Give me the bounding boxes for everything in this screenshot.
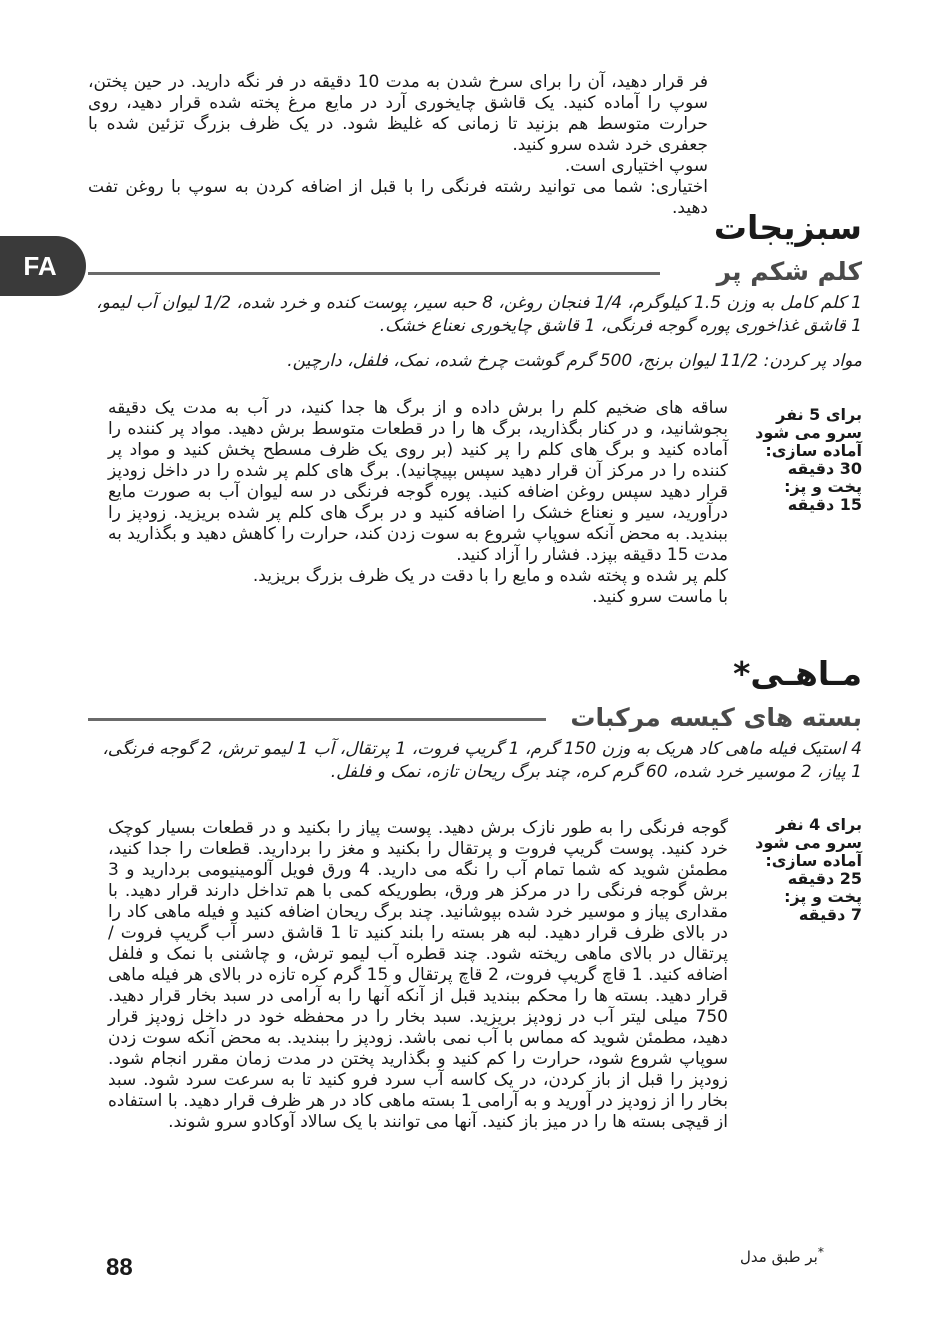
language-tab-label: FA <box>23 250 57 281</box>
recipe-title-citrus-parcels: بسته های کیسه مرکبات <box>570 703 862 732</box>
recipe-title-stuffed-cabbage: کلم شکم پر <box>716 257 862 286</box>
recipe-divider <box>88 718 546 721</box>
ingredients-main: 1 کلم کامل به وزن 1.5 کیلوگرم، 1/4 فنجان روغن، 8 حبه سیر، پوست کنده و خرد شده، 1/2 لیوان آب لیمو، 1 قاشق غذاخوری پوره گوجه فرنگی، 1 قاشق چایخوری نعناع خشک. <box>96 293 862 336</box>
ingredients-filling: مواد پر کردن: 11/2 لیوان برنج، 500 گرم گوشت چرخ شده، نمک، فلفل، دارچین. <box>287 351 862 371</box>
section-title-vegetables: سبزیجات <box>713 208 862 247</box>
ingredients-stuffed-cabbage <box>88 292 862 373</box>
footnote-text: بر طبق مدل <box>740 1248 818 1266</box>
method-citrus-parcels: گوجه فرنگی را به طور نازک برش دهید. پوست پیاز را بکنید و در قطعات بسیار کوچک خرد کنید. پوست گریپ فروت و پرتقال را بکنید و مغز را بردارید. قطعات را جدا کنید، مطمئن شوید که شما تمام آب را نگه می دارید. 4 ورق فویل آلومینیومی بردارید و 3 برش گوجه فرنگی را در مرکز هر ورق، بطوریکه کمی با هم تداخل دارند قرار دهید. با مقداری پیاز و موسیر خرد شده بپوشانید. چند برگ ریحان اضافه کنید و فیله ماهی کاد را در بالای ظرف قرار دهید. لبه هر بسته را بلند کنید تا 1 قاشق دسر آب گریپ فروت / پرتقال در بالای ماهی ریخته شود. چند قطره آب لیمو ترش، و چاشنی با نمک و فلفل اضافه کنید. 1 قاچ گریپ فروت، 2 قاچ پرتقال و 15 گرم کره تازه در بالای هر فیله ماهی قرار دهید. بسته ها را محکم ببندید قبل از آنکه آنها را به آرامی در سبد بخار قرار دهید. 750 میلی لیتر آب در زودپز بریزید. سبد بخار را در محفظه خود در داخل زودپز قرار دهید، مطمئن شوید که مماس با آب نمی باشد. زودپز را ببندید. به محض آنکه سوت زدن سوپاپ شروع شود، حرارت را کم کنید و بگذارید پختن در مدت زمان مقرر انجام شود. زودپز را قبل از باز کردن، در یک کاسه آب سرد فرو کنید تا به سرعت سرد شود. سبد بخار را از زودپز در آورید و به آرامی 1 بسته ماهی کاد در هر ظرف قرار دهید. با استفاده از قیچی بسته ها را در میز باز کنید. آنها می توانند با یک سالاد آوکادو سرو شوند. <box>108 818 729 1132</box>
recipe-info-cabbage <box>744 406 862 514</box>
cook-label: پخت و پز: <box>784 887 862 906</box>
intro-optional: اختیاری: شما می توانید رشته فرنگی را با قبل از اضافه کردن به سوپ با روغن تفت دهید. <box>88 177 708 218</box>
method-stuffed-cabbage <box>108 398 728 608</box>
cook-value: 7 دقیقه <box>798 905 862 924</box>
language-tab <box>0 236 86 296</box>
method-step-2: کلم پر شده و پخته شده و مایع را با دقت در یک ظرف بزرگ بریزید. <box>252 566 728 586</box>
prep-value: 30 دقیقه <box>787 459 862 478</box>
serves: برای 5 نفر <box>776 405 862 424</box>
cook-value: 15 دقیقه <box>787 495 862 514</box>
ingredients-citrus-parcels: 4 استیک فیله ماهی کاد هریک به وزن 150 گرم، 1 گریپ فروت، 1 پرتقال، آب 1 لیمو ترش، 2 گوجه فرنگی، 1 پیاز، 2 موسیر خرد شده، 60 گرم کره، چند برگ ریحان تازه، نمک و فلفل. <box>102 739 862 782</box>
prep-label: آماده سازی: <box>765 851 862 870</box>
recipe-info-fish <box>744 816 862 924</box>
intro-note: سوپ اختیاری است. <box>564 156 708 176</box>
prep-label: آماده سازی: <box>765 441 862 460</box>
serves-2: سرو می شود <box>755 423 862 442</box>
recipe-divider <box>88 272 660 275</box>
footnote-mark: * <box>817 1244 825 1259</box>
footnote <box>740 1244 824 1266</box>
prep-value: 25 دقیقه <box>787 869 862 888</box>
cook-label: پخت و پز: <box>784 477 862 496</box>
method-step-1: ساقه های ضخیم کلم را برش داده و از برگ ها جدا کنید، در آب به مدت یک دقیقه بجوشانید، و در کنار بگذارید، برگ ها را در قطعات متوسط برش دهید. مواد پر کننده را آماده کنید و برگ های کلم را پر کنید (بر روی یک ظرف مسطح پخش کنید و مواد پر کننده را در مرکز آن قرار دهید سپس بپیچانید). برگ های کلم پر شده را در داخل زودپز قرار دهید سپس روغن اضافه کنید. پوره گوجه فرنگی در سه لیوان آب به صورت مایع درآورید، سیر و نعناع خشک را اضافه کنید و در برگ های کلم پر شده بریزید. زودپز را ببندید. به محض آنکه سوپاپ شروع به سوت زدن کند، حرارت را کاهش دهید و بگذارید به مدت 15 دقیقه بپزد. فشار را آزاد کنید. <box>108 398 728 565</box>
section-title-fish: مـاهـی* <box>733 654 862 693</box>
serves-2: سرو می شود <box>755 833 862 852</box>
serves: برای 4 نفر <box>776 815 862 834</box>
intro-text: فر قرار دهید، آن را برای سرخ شدن به مدت 10 دقیقه در فر نگه دارید. در حین پختن، سوپ را آماده کنید. یک قاشق چایخوری آرد در مایع مرغ پخته شده قرار دهید، روی حرارت متوسط هم بزنید تا زمانی که غلیظ شود. در یک ظرف بزرگ تزئین شده با جعفری خرد شده سرو کنید. <box>88 72 708 155</box>
intro-paragraph <box>88 72 708 219</box>
page-number: 88 <box>106 1254 133 1281</box>
method-step-3: با ماست سرو کنید. <box>592 587 728 607</box>
